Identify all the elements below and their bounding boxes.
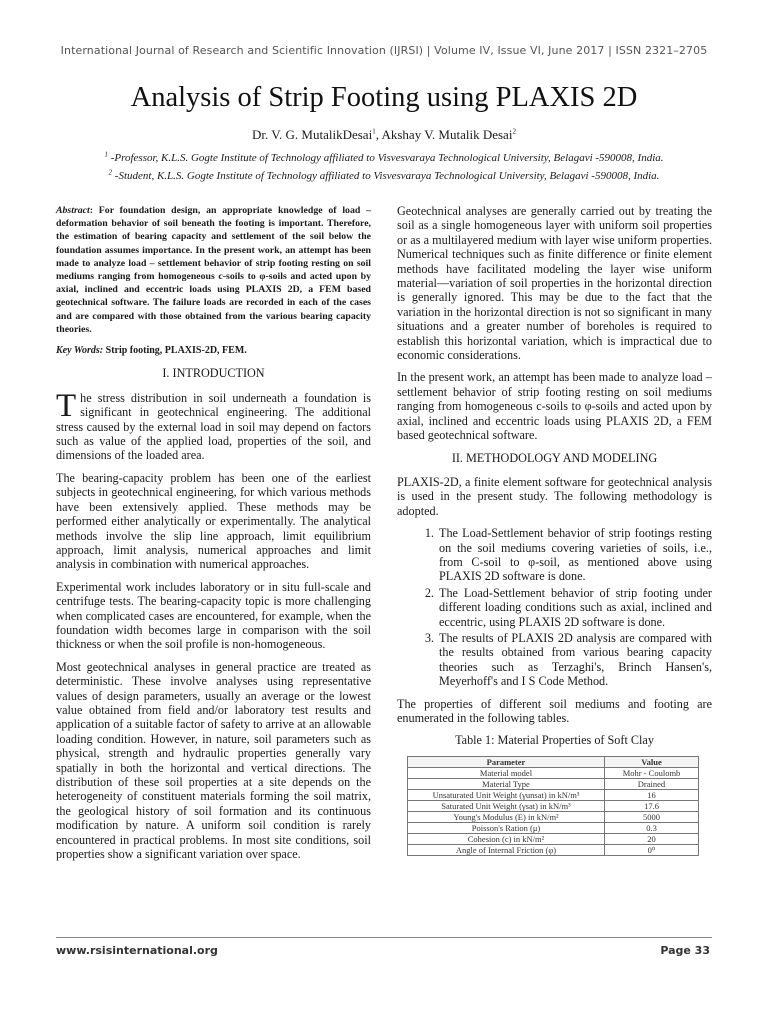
- intro-paragraph-1-text: he stress distribution in soil underneath a foundation is significant in geotechnical engineering. The additional stress caused by the external load in soil may depend on factors such as value of the applied load, properties of the soil, and dimensions of the loaded area.: [56, 390, 371, 463]
- methodology-list: [397, 526, 712, 688]
- affiliation-2-sup: 2: [108, 168, 113, 177]
- authors: [40, 127, 728, 143]
- author-1-sup: 1: [372, 127, 376, 136]
- table-cell-value: Drained: [605, 778, 699, 789]
- keywords-label: Key Words:: [56, 345, 104, 357]
- table-row: [408, 800, 699, 811]
- abstract: [56, 204, 371, 336]
- material-properties-table: [407, 756, 699, 856]
- table-row: [408, 833, 699, 844]
- list-item: 2. The Load-Settlement behavior of strip footing under different loading conditions such as axial, inclined and eccentric, using PLAXIS 2D software is done.: [437, 586, 712, 629]
- table-cell-parameter: Poisson's Ration (μ): [408, 822, 605, 833]
- table-row: [408, 778, 699, 789]
- table-cell-parameter: Angle of Internal Friction (φ): [408, 844, 605, 855]
- table-cell-parameter: Unsaturated Unit Weight (γunsat) in kN/m³: [408, 789, 605, 800]
- author-1: Dr. V. G. MutalikDesai: [252, 127, 373, 142]
- author-2: Akshay V. Mutalik Desai: [381, 127, 513, 142]
- table-row: [408, 822, 699, 833]
- intro-paragraph-4: Most geotechnical analyses in general practice are treated as deterministic. These involve analyses using representative values of design parameters, usually an average or the lowest value obtained from field and/or laboratory test results and application of a suitable factor of safety to arrive at an allowable loading condition. However, in nature, soil parameters such as physical, strength and hydraulic properties generally vary spatially in both the horizontal and vertical directions. The distribution of these soil properties at a site depends on the heterogeneity of constituent materials forming the soil matrix, the geological history of soil formation and its continuous modification by nature. A uniform soil condition is rarely encountered in practical problems. In most site conditions, soil properties show a significant variation over space.: [56, 659, 371, 862]
- table-row: [408, 767, 699, 778]
- table-header-parameter: Parameter: [408, 756, 605, 767]
- affiliation-2: [40, 170, 728, 182]
- right-paragraph-1: Geotechnical analyses are generally carried out by treating the soil as a single homogeneous layer with uniform soil properties or as a multilayered medium with layer wise uniform properties. Numerical techniques such as finite difference or finite element methods have facilitated modeling the layer wise uniform material—variation of soil properties in the horizontal direction is generally ignored. This may be due to the fact that the variation in the horizontal direction is not so significant in many situations and a greater number of boreholes is required to establish this horizontal variation, which is impractical due to economic considerations.: [397, 204, 712, 363]
- intro-paragraph-2: The bearing-capacity problem has been one of the earliest subjects in geotechnical engineering, for which various methods have been extensively applied. These methods may be performed either analytically or experimentally. The analytical methods involve the slip line approach, limit equilibrium approach, limit analysis, numerical approaches and limit analysis in combination with numerical approaches.: [56, 470, 371, 572]
- table-cell-parameter: Cohesion (c) in kN/m²: [408, 833, 605, 844]
- table-cell-value: Mohr - Coulomb: [605, 767, 699, 778]
- keywords: [56, 344, 371, 358]
- table-row: [408, 844, 699, 855]
- page-number: Page 33: [660, 944, 710, 957]
- list-item: 1. The Load-Settlement behavior of strip footings resting on the soil mediums covering varieties of soils, i.e., from C-soil to φ-soil, as mentioned above using PLAXIS 2D software is done.: [437, 526, 712, 584]
- footer-url-link[interactable]: www.rsisinternational.org: [56, 944, 218, 957]
- table-cell-value: 16: [605, 789, 699, 800]
- footer-divider: [56, 937, 712, 938]
- table-cell-parameter: Material model: [408, 767, 605, 778]
- table-row: [408, 789, 699, 800]
- section-heading-introduction: I. INTRODUCTION: [162, 366, 265, 381]
- author-separator: ,: [375, 127, 382, 142]
- keywords-text: Strip footing, PLAXIS-2D, FEM.: [103, 345, 247, 357]
- affiliation-1: [40, 152, 728, 164]
- table-header-value: Value: [605, 756, 699, 767]
- table-header-row: [408, 756, 699, 767]
- section-heading-methodology: II. METHODOLOGY AND MODELING: [451, 450, 658, 465]
- intro-paragraph-1: [56, 387, 371, 463]
- right-paragraph-2: In the present work, an attempt has been made to analyze load – settlement behavior of strip footing resting on soil mediums ranging from homogeneous c-soils to φ-soils and acted upon by axial, inclined and eccentric loads using PLAXIS 2D, a FEM based geotechnical software.: [397, 370, 712, 443]
- table-caption: Table 1: Material Properties of Soft Clay: [455, 733, 654, 748]
- paper-title: Analysis of Strip Footing using PLAXIS 2D: [130, 82, 638, 113]
- table-cell-value: 0.3: [605, 822, 699, 833]
- table-cell-parameter: Saturated Unit Weight (γsat) in kN/m³: [408, 800, 605, 811]
- drop-cap: T: [56, 387, 77, 424]
- journal-header: International Journal of Research and Scientific Innovation (IJRSI) | Volume IV, Issue VI, June 2017 | ISSN 2321–2705: [60, 44, 708, 57]
- intro-paragraph-3: Experimental work includes laboratory or in situ full-scale and centrifuge tests. The bearing-capacity topic is more challenging when complicated cases are encountered, for example, when the foundation width becomes large in comparison with the soil thickness or when the soil profile is non-homogeneous.: [56, 579, 371, 652]
- table-cell-parameter: Material Type: [408, 778, 605, 789]
- left-column: [56, 204, 371, 869]
- methodology-paragraph-1: PLAXIS-2D, a finite element software for geotechnical analysis is used in the present study. The following methodology is adopted.: [397, 474, 712, 518]
- table-cell-value: 0⁰: [605, 844, 699, 855]
- table-cell-value: 20: [605, 833, 699, 844]
- affiliation-1-sup: 1: [104, 150, 108, 159]
- table-cell-value: 17.6: [605, 800, 699, 811]
- table-cell-value: 5000: [605, 811, 699, 822]
- affiliation-2-text: -Student, K.L.S. Gogte Institute of Technology affiliated to Visvesvaraya Technological University, Belagavi -590008, India.: [114, 170, 660, 182]
- right-column: [397, 204, 712, 856]
- abstract-text: : For foundation design, an appropriate knowledge of load – deformation behavior of soil beneath the footing is important. Therefore, the estimation of bearing capacity and settlement of the soil below the foundation assumes importance. In the present work, an attempt has been made to analyze load – settlement behavior of strip footing resting on soil mediums ranging from homogeneous c-soils to φ-soils and acted upon by axial, inclined and eccentric loads using PLAXIS 2D, a FEM based geotechnical software. The failure loads are recorded in each of the cases and are compared with those obtained from the various bearing capacity theories.: [56, 205, 371, 335]
- table-cell-parameter: Young's Modulus (E) in kN/m²: [408, 811, 605, 822]
- author-2-sup: 2: [512, 127, 516, 136]
- abstract-label: Abstract: [56, 205, 90, 216]
- table-row: [408, 811, 699, 822]
- affiliation-1-text: -Professor, K.L.S. Gogte Institute of Technology affiliated to Visvesvaraya Technological University, Belagavi -590008, India.: [110, 152, 664, 164]
- list-item: 3. The results of PLAXIS 2D analysis are compared with the results obtained from various bearing capacity theories such as Terzaghi's, Brinch Hansen's, Meyerhoff's and I S Code Method.: [437, 631, 712, 689]
- methodology-paragraph-2: The properties of different soil mediums and footing are enumerated in the following tables.: [397, 696, 712, 725]
